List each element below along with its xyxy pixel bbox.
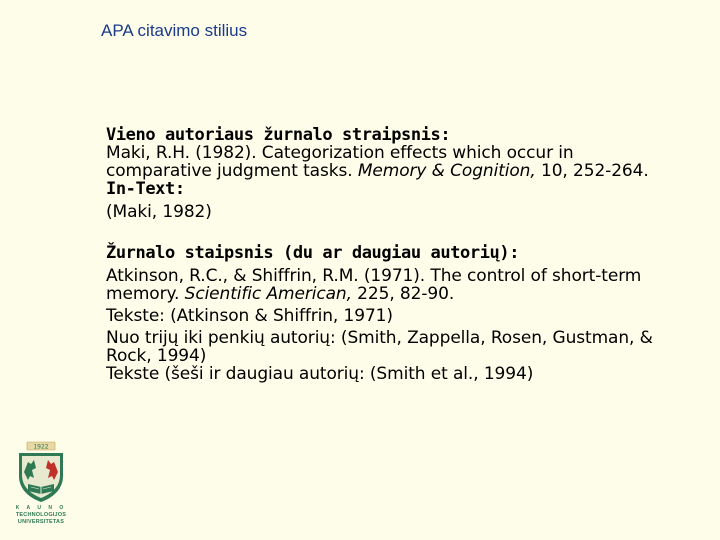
section2-journal-title: Scientific American, [184, 284, 352, 304]
university-crest-icon [14, 440, 68, 504]
section1-journal-title: Memory & Cognition, [357, 161, 536, 181]
section2-reference-line-2 [106, 285, 706, 303]
section1-reference-line-1: Maki, R.H. (1982). Categorization effects which occur in [106, 143, 574, 163]
section1-reference-text: comparative judgment tasks. [106, 161, 358, 181]
section1-intext-label: In-Text: [106, 179, 185, 199]
university-name [11, 505, 71, 526]
section2-intext-six-plus: Tekste (šeši ir daugiau autorių: (Smith et al., 1994) [106, 364, 534, 384]
section1-volume-pages: 10, 252-264. [535, 161, 649, 181]
logo-line-2: TECHNOLOGIJOS [15, 512, 67, 518]
section2-intext-three-to-five-line-1: Nuo trijų iki penkių autorių: (Smith, Zappella, Rosen, Gustman, & [106, 328, 653, 348]
slide-title: APA citavimo stilius [101, 21, 248, 40]
section2-volume-pages: 225, 82-90. [351, 284, 455, 304]
logo-line-3: UNIVERSITETAS [17, 519, 65, 525]
section2-heading: Žurnalo staipsnis (du ar daugiau autorių): [106, 243, 520, 263]
section2-intext-three-to-five-line-2: Rock, 1994) [106, 346, 207, 366]
section1-intext-value: (Maki, 1982) [106, 202, 212, 222]
section2-intext-two-authors: Tekste: (Atkinson & Shiffrin, 1971) [106, 306, 393, 326]
section2-reference-text: memory. [106, 284, 185, 304]
section1-heading: Vieno autoriaus žurnalo straipsnis: [106, 125, 451, 145]
logo-year: 1922 [33, 443, 49, 451]
logo-line-1: K A U N O [15, 505, 67, 511]
slide-content [106, 126, 706, 383]
section1-reference-line-2 [106, 162, 706, 180]
section2-reference-line-1: Atkinson, R.C., & Shiffrin, R.M. (1971). The control of short-term [106, 266, 642, 286]
